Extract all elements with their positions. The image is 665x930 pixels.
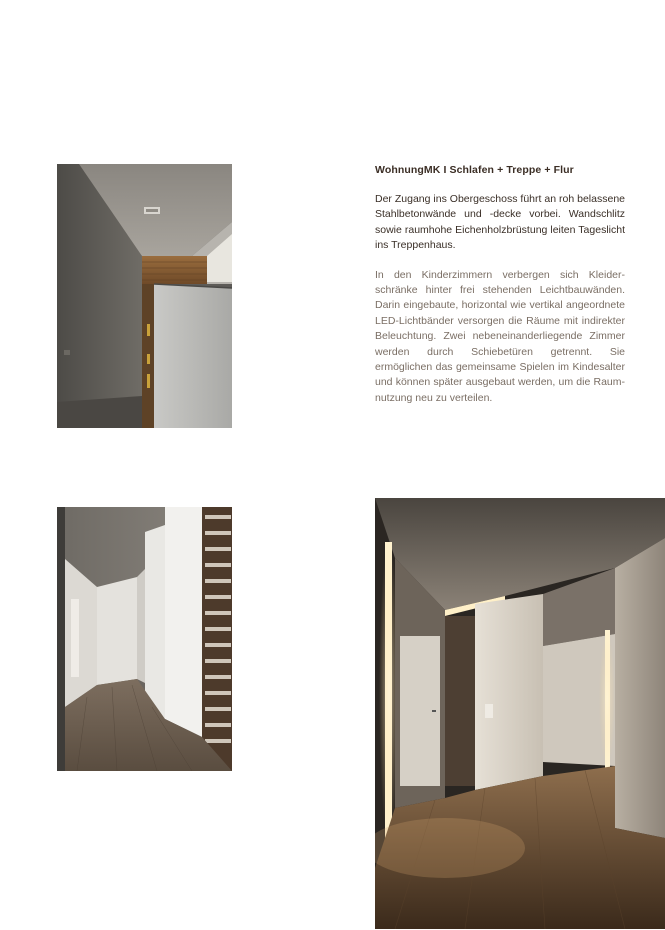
paragraph-stairwell: Der Zugang ins Obergeschoss führt an roh belassene Stahlbetonwände und -decke vorbei. Wandschlitz sowie raumhohe Eichenholzbrüstung leiten Tageslicht ins Treppenhaus.	[375, 193, 625, 252]
photo-childrens-room-drawing	[375, 498, 665, 929]
photo-corridor	[57, 507, 232, 771]
photo-stairwell-drawing	[57, 164, 232, 428]
article-title: WohnungMK I Schlafen + Treppe + Flur	[375, 164, 574, 176]
paragraph-childrens-rooms: In den Kinderzimmern verbergen sich Kleiderschränke hinter frei stehenden Leichtbauwänden. Darin eingebaute, horizontal wie vertikal angeordnete LED-Lichtbänder versorgen die Räume mit indirekter Beleuchtung. Zwei nebeneinanderliegende Zimmer werden durch Schiebetüren getrennt. Sie ermöglichen das gemeinsame Spielen im Kindesalter und können später ausgebaut werden, um die Raumnutzung neu zu verteilen.	[375, 268, 625, 404]
photo-stairwell	[57, 164, 232, 428]
photo-corridor-drawing	[57, 507, 232, 771]
photo-childrens-room	[375, 498, 665, 929]
article-text	[375, 164, 625, 420]
